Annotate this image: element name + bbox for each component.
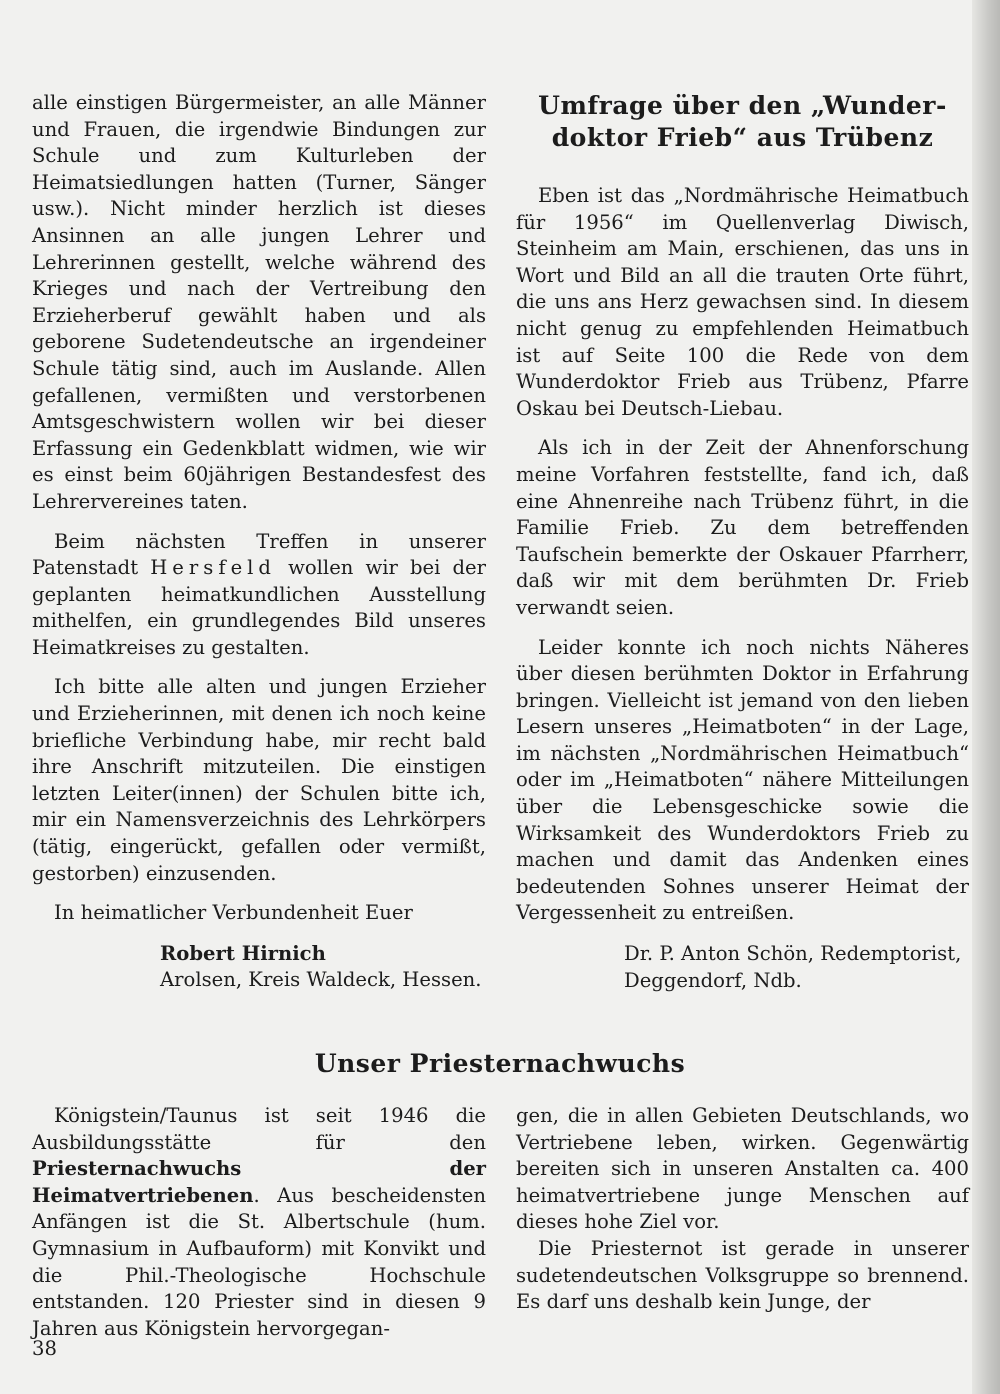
paragraph: Ich bitte alle alten und jungen Erzieher und Erzieherinnen, mit denen ich noch keine briefliche Verbindung habe, mir recht bald ihre Anschrift mitzuteilen. Die einstigen letzten Leiter(innen) der Schulen bitte ich, mir ein Namensverzeichnis des Lehrkörpers (tätig, eingerückt, gefallen oder vermißt, gestorben) einzusenden.	[32, 675, 486, 885]
article-bottom-left-column	[32, 1103, 486, 1342]
text-run: wollen wir bei der geplanten heimatkundlichen Ausstellung mithelfen, ein grundlegendes Bild unseres Heimatkreises zu gestalten.	[32, 556, 487, 659]
signature-line: Dr. P. Anton Schön, Redemptorist,	[624, 942, 962, 966]
signature-place: Arolsen, Kreis Waldeck, Hessen.	[160, 968, 482, 992]
spaced-place-name: Hersfeld	[150, 556, 276, 580]
signature-line: Deggendorf, Ndb.	[624, 968, 802, 992]
paragraph: Die Priesternot ist gerade in unserer sudetendeutschen Volksgruppe so brennend. Es darf uns deshalb kein Junge, der	[516, 1236, 969, 1314]
heading-line: doktor Frieb“ aus Trübenz	[551, 123, 934, 152]
paragraph-closing: In heimatlicher Verbundenheit Euer	[54, 901, 413, 925]
paragraph: Als ich in der Zeit der Ahnenforschung meine Vorfahren feststellte, fand ich, daß eine Ahnenreihe nach Trübenz führt, in die Familie Frieb. Zu dem betreffenden Taufschein bemerkte der Oskauer Pfarrherr, daß wir mit dem berühmten Dr. Frieb verwandt seien.	[516, 436, 969, 619]
signature-name	[32, 941, 486, 968]
paragraph: Leider konnte ich noch nichts Näheres über diesen berühmten Doktor in Erfahrung bringen. Vielleicht ist jemand von den lieben Lesern unseres „Heimatboten“ in der Lage, im nächsten „Nordmährischen Heimatbuch“ oder im „Heimatboten“ nähere Mitteilungen über die Lebensgeschicke sowie die Wirksamkeit des Wunderdoktors Frieb zu machen und damit das Andenken eines bedeutenden Sohnes unserer Heimat der Vergessenheit zu entreißen.	[516, 635, 969, 925]
article-bottom-right-column	[516, 1103, 969, 1316]
article-heading-umfrage	[516, 90, 969, 154]
article-left-column	[32, 90, 486, 994]
page-number: 38	[32, 1337, 57, 1360]
text-run: . Aus bescheidensten Anfängen ist die St. Albertschule (hum. Gymnasium in Aufbauform) mit Konvikt und die Phil.-Theologische Hochschule entstanden. 120 Priester sind in diesen 9 Jahren aus Königstein hervorgegan-	[32, 1183, 486, 1340]
heading-line: Umfrage über den „Wunder-	[538, 91, 947, 120]
article-right-column	[516, 183, 969, 994]
bold-text: Priesternachwuchs der Heimatvertriebenen	[32, 1157, 486, 1207]
paragraph: alle einstigen Bürgermeister, an alle Männer und Frauen, die irgendwie Bindungen zur Schule und zum Kulturleben der Heimatsiedlungen hatten (Turner, Sänger usw.). Nicht minder herzlich ist dieses Ansinnen an alle jungen Lehrer und Lehrerinnen gestellt, welche während des Krieges und nach der Vertreibung den Erzieherberuf gewählt haben und als geborene Sudetendeutsche an irgendeiner Schule tätig sind, auch im Auslande. Allen gefallenen, vermißten und verstorbenen Amtsgeschwistern wollen wir bei dieser Erfassung ein Gedenkblatt widmen, wie wir es einst beim 60jährigen Bestandesfest des Lehrervereines taten.	[32, 91, 486, 513]
article-heading-priesternachwuchs: Unser Priesternachwuchs	[314, 1049, 686, 1078]
text-run: Königstein/Taunus ist seit 1946 die Ausbildungsstätte für den	[32, 1104, 486, 1154]
signature-name-text: Robert Hirnich	[160, 941, 326, 965]
paragraph: gen, die in allen Gebieten Deutschlands, wo Vertriebene leben, wirken. Gegenwärtig bereiten sich in unseren Anstalten ca. 400 heimatvertriebene junge Menschen auf dieses hohe Ziel vor.	[516, 1104, 969, 1234]
paragraph: Eben ist das „Nordmährische Heimatbuch für 1956“ im Quellenverlag Diwisch, Steinheim am Main, erschienen, das uns in Wort und Bild an all die trauten Orte führt, die uns ans Herz gewachsen sind. In diesem nicht genug zu empfehlenden Heimatbuch ist auf Seite 100 die Rede von dem Wunderdoktor Frieb aus Trübenz, Pfarre Oskau bei Deutsch-Liebau.	[516, 184, 969, 420]
paragraph	[32, 529, 486, 662]
paragraph	[32, 1103, 486, 1342]
page-edge-shadow	[972, 0, 1000, 1394]
text-run: Beim nächsten Treffen in unserer Patenstadt	[32, 529, 486, 580]
